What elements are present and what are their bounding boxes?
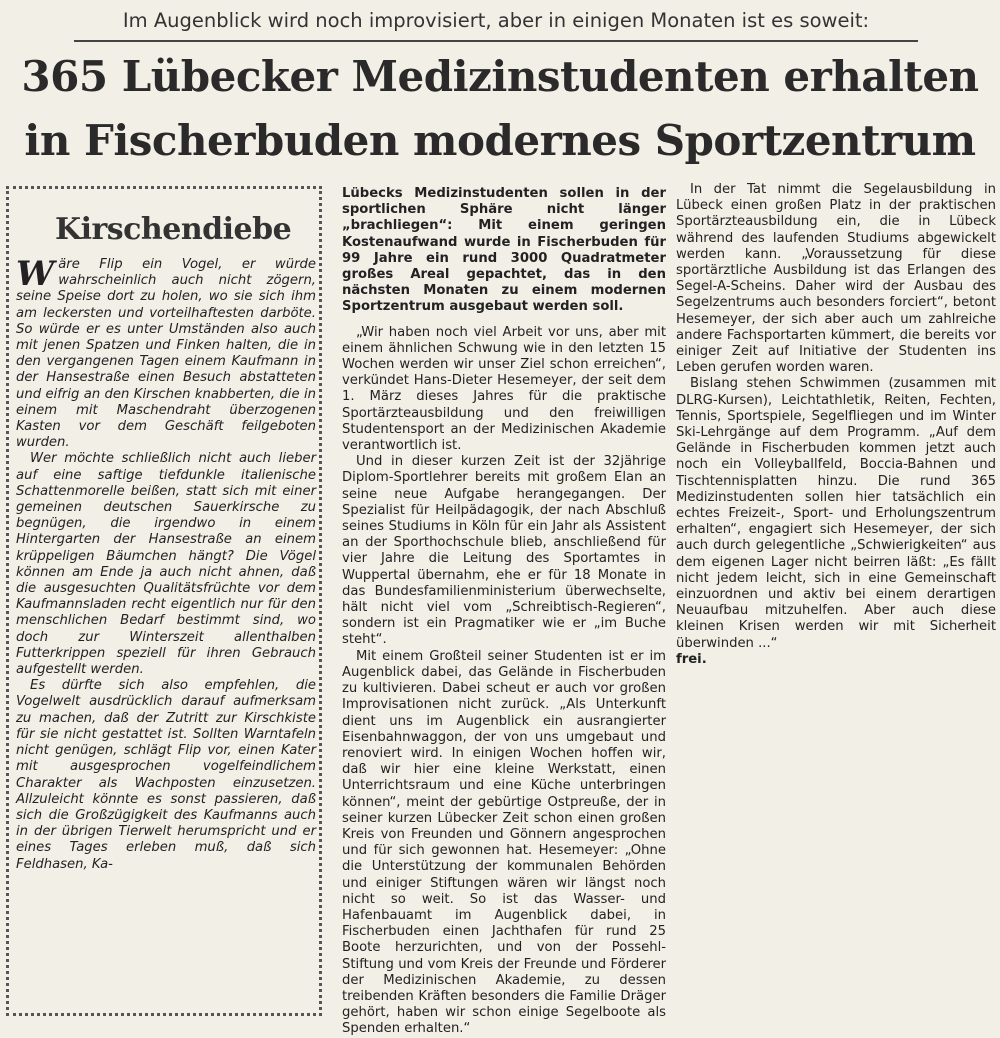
article-paragraph-1: „Wir haben noch viel Arbeit vor uns, aber mit einem ähnlichen Schwung wie in den letzten 15 Wochen werden wir unser Ziel schon erreichen“, verkündet Hans-Dieter Hesemeyer, der seit dem 1. März dieses Jahres für die praktische Sportärzteausbildung und den freiwilligen Studentensport an der Medizinischen Akademie verantwortlich ist. — [342, 324, 666, 454]
article-lead: Lübecks Medizinstudenten sollen in der sportlichen Sphäre nicht länger „brachliegen“: Mit einem geringen Kostenaufwand wurde in Fischerbuden für 99 Jahre ein rund 3000 Quadratmeter großes Areal gepachtet, das in den nächsten Monaten zu einem modernen Sportzentrum ausgebaut werden soll. — [342, 186, 666, 315]
article-paragraph-5: Bislang stehen Schwimmen (zusammen mit DLRG-Kursen), Leichtathletik, Reiten, Fechten, Tennis, Sportspiele, Segelfliegen und im Winter Ski-Lehrgänge auf dem Programm. „Auf dem Gelände in Fischerbuden kommen jetzt auch noch ein Volleyballfeld, Boccia-Bahnen und Tischtennisplatten hinzu. Die rund 365 Medizinstudenten sollen hier tatsächlich ein echtes Freizeit-, Sport- und Erholungszentrum erhalten“, engagiert sich Hesemeyer, der sich auch durch gelegentliche „Schwierigkeiten“ aus dem eigenen Lager nicht beirren läßt: „Es fällt nicht jedem leicht, sich in eine Gemeinschaft einzuordnen und aktiv bei einem derartigen Neuaufbau mitzuhelfen. Aber auch diese kleinen Krisen werden wir mit Sicherheit überwinden ...“ — [676, 376, 996, 651]
sidebar-title: Kirschendiebe — [55, 212, 292, 247]
article-paragraph-4: In der Tat nimmt die Segelausbildung in Lübeck einen großen Platz in der praktischen Sportärzteausbildung ein, die in Lübeck während des laufenden Studiums abgewickelt werden kann. „Voraussetzung für diese sportärztliche Ausbildung ist das Erlangen des Segel-A-Scheins. Daher wird der Ausbau des Segelzentrums auch besonders forciert“, betont Hesemeyer, der sich aber auch um zahlreiche andere Fachsportarten kümmert, die bereits vor einiger Zeit auf Initiative der Studenten ins Leben gerufen worden waren. — [676, 182, 996, 376]
kicker-line: Im Augenblick wird noch improvisiert, aber in einigen Monaten ist es soweit: — [74, 6, 918, 42]
article-paragraph-2: Und in dieser kurzen Zeit ist der 32jährige Diplom-Sportlehrer bereits mit großem Elan an seine neue Aufgabe herangegangen. Der Spezialist für Heilpädagogik, der nach Abschluß seines Studiums in Köln für ein Jahr als Assistent an der Sporthochschule blieb, anschließend für vier Jahre die Leitung des Sportamtes in Wuppertal übernahm, ehe er für 18 Monate in das Bundesfamilienministerium überwechselte, hält nicht viel vom „Schreibtisch-Regieren“, sondern ist ein Pragmatiker wie er „im Buche steht“. — [342, 454, 666, 648]
sidebar-paragraph-1 — [16, 254, 316, 451]
sidebar-paragraph-1-text: äre Flip ein Vogel, er würde wahrscheinlich auch nicht zögern, seine Speise dort zu holen, wo sie sich ihm am leckersten und vorteilhaftesten darböte. So würde er es unter Umständen also auch mit jenen Spatzen und Finken halten, die in den vergangenen Tagen einem Kaufmann in der Hansestraße einen Besuch abstatteten und eifrig an den Kirschen knabberten, die in einem mit Maschendraht überzogenen Kasten vor dem Geschäft feilgeboten wurden. — [16, 257, 316, 451]
sidebar-paragraph-3: Es dürfte sich also empfehlen, die Vogelwelt ausdrücklich darauf aufmerksam zu machen, daß der Zutritt zur Kirschkiste für sie nicht gestattet ist. Sollten Warntafeln nicht genügen, schlägt Flip vor, einen Kater mit ausgesprochen vogelfeindlichem Charakter als Wachposten einzusetzen. Allzuleicht könnte es sonst passieren, daß sich die Großzügigkeit des Kaufmanns auch in der übrigen Tierwelt herumspricht und er eines Tages erleben muß, daß sich Feldhasen, Ka- — [16, 678, 316, 872]
sidebar-column — [16, 254, 316, 1000]
article-column-1 — [342, 186, 666, 1037]
headline-line-1: 365 Lübecker Medizinstudenten erhalten — [21, 52, 979, 101]
article-paragraph-3a: Mit einem Großteil seiner Studenten ist er im Augenblick dabei, das Gelände in Fischerbuden zu kultivieren. Dabei scheut er auch vor großen Improvisationen nicht zurück. „Als Unterkunft dient uns im Augenblick ein ausrangierter Eisenbahnwaggon, der von uns umgebaut und renoviert wird. In einigen Wochen hoffen wir, daß wir hier eine kleine Werkstatt, einen Unterrichtsraum und eine Küche unterbringen können“, meint der gebürtige Ostpreuße, der in seiner kurzen Lübecker Zeit schon einen großen Kreis von Freunden und Gönnern angesprochen und für sich gewonnen hat. Hesemeyer: „Ohne die Unterstützung der kommunalen Behörden und einiger Stiftungen wären wir längst noch nicht so weit. So ist das Wasser- und Hafenbauamt im Augenblick dabei, in Fischerbuden einen Jachthafen für rund 25 Boote herzurichten, und von der Possehl-Stiftung und vom Kreis der Freunde und Förderer der Medizinischen Akademie, zu dessen treibenden Kräften besonders die Familie Dräger gehört, haben wir schon einige Segelboote als Spenden erhalten.“ — [342, 648, 666, 1037]
headline-line-2: in Fischerbuden modernes Sportzentrum — [24, 116, 976, 165]
drop-cap: W — [16, 254, 55, 294]
article-column-2 — [676, 182, 996, 1000]
author-signature: frei. — [676, 651, 707, 667]
sidebar-paragraph-2: Wer möchte schließlich nicht auch lieber auf eine saftige tiefdunkle italienische Schattenmorelle beißen, statt sich mit einer gemeinen deutschen Sauerkirsche zu begnügen, die irgendwo in einem Hintergarten der Hansestraße an einem krüppeligen Bäumchen hängt? Die Vögel können am Ende ja auch nicht ahnen, daß die ausgesuchten Qualitätsfrüchte vor dem Kaufmannsladen recht eigentlich nur für den menschlichen Bedarf bestimmt sind, wo doch zur Winterszeit allenthalben Futterkrippen speziell für ihren Gebrauch aufgestellt werden. — [16, 451, 316, 678]
